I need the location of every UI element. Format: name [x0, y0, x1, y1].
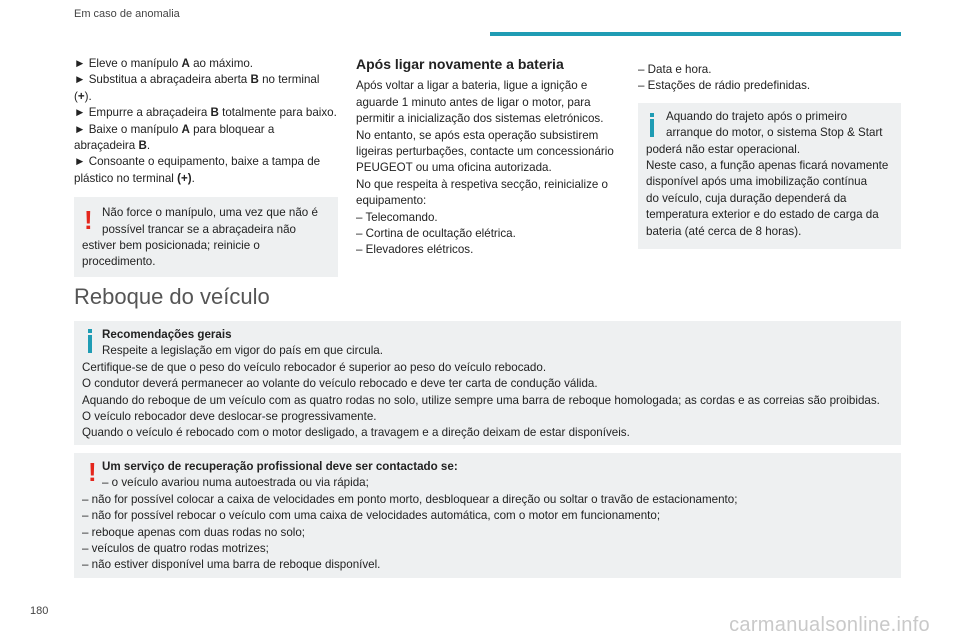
- info-text: disponível após uma imobilização contínua: [646, 175, 868, 189]
- info-title: Recomendações gerais: [102, 328, 232, 341]
- warning-text: possível trancar se a abraçadeira não: [102, 222, 296, 236]
- info-text: Respeite a legislação em vigor do país em que circula.: [102, 344, 383, 358]
- warning-text: – reboque apenas com duas rodas no solo;: [82, 525, 306, 539]
- info-text: Aquando do reboque de um veículo com as quatro rodas no solo, utilize sempre uma barra de reboque homologada; as cordas e as correias são proibidas.: [82, 393, 880, 407]
- info-text: O veículo rebocador deve deslocar-se progressivamente.: [82, 410, 377, 424]
- column-1: [74, 56, 338, 277]
- list-item: – Telecomando.: [356, 210, 438, 224]
- header-accent-bar: [490, 32, 901, 36]
- step-line: ► Substitua a abraçadeira aberta B no terminal: [74, 73, 320, 87]
- column-2: [356, 56, 618, 259]
- list-item: – Elevadores elétricos.: [356, 243, 474, 257]
- towing-heading: Reboque do veículo: [74, 284, 270, 309]
- body-text: equipamento:: [356, 194, 427, 208]
- warning-text: estiver bem posicionada; reinicie o: [82, 239, 260, 253]
- body-text: No entanto, se após esta operação subsistirem: [356, 128, 599, 142]
- list-item: – Data e hora.: [638, 63, 712, 76]
- warning-exclamation-icon: !: [88, 457, 97, 487]
- step-line: abraçadeira B.: [74, 139, 151, 153]
- section-title: Após ligar novamente a bateria: [356, 56, 564, 72]
- warning-text: – não estiver disponível uma barra de reboque disponível.: [82, 558, 381, 572]
- list-item: – Estações de rádio predefinidas.: [638, 79, 811, 93]
- warning-note: [74, 197, 338, 277]
- info-text: do veículo, cuja duração dependerá da: [646, 191, 847, 205]
- info-note: [638, 103, 901, 249]
- warning-text: – não for possível rebocar o veículo com uma caixa de velocidades automática, com o motor em funcionamento;: [82, 509, 661, 523]
- body-text: No que respeita à respetiva secção, reinicialize o: [356, 177, 608, 191]
- towing-warning-note: [74, 453, 901, 578]
- info-icon: [650, 119, 654, 137]
- step-line: ► Baixe o manípulo A para bloquear a: [74, 122, 275, 136]
- warning-exclamation-icon: !: [84, 205, 93, 236]
- info-text: Certifique-se de que o peso do veículo rebocador é superior ao peso do veículo rebocado.: [82, 360, 547, 374]
- info-text: O condutor deverá permanecer ao volante do veículo rebocado e deve ter carta de condução válida.: [82, 377, 598, 391]
- page-number: 180: [30, 605, 49, 617]
- warning-title: Um serviço de recuperação profissional deve ser contactado se:: [102, 460, 458, 473]
- info-text: temperatura exterior e do estado de carga da: [646, 208, 879, 222]
- body-text: aguarde 1 minuto antes de ligar o motor, para: [356, 95, 591, 109]
- body-text: permitir a inicialização dos sistemas eletrónicos.: [356, 112, 604, 126]
- step-line: (+).: [74, 89, 92, 103]
- step-line: ► Consoante o equipamento, baixe a tampa de: [74, 155, 321, 169]
- info-text: poderá não estar operacional.: [646, 142, 801, 156]
- step-line: ► Empurre a abraçadeira B totalmente para baixo.: [74, 106, 337, 120]
- info-text: Quando o veículo é rebocado com o motor desligado, a travagem e a direção deixam de estar disponíveis.: [82, 426, 630, 440]
- warning-text: – veículos de quatro rodas motrizes;: [82, 542, 269, 556]
- info-text: bateria (até cerca de 8 horas).: [646, 224, 802, 238]
- header-section-title: Em caso de anomalia: [74, 8, 180, 20]
- watermark: carmanualsonline.info: [729, 614, 930, 636]
- info-text: arranque do motor, o sistema Stop & Start: [666, 126, 883, 140]
- body-text: Após voltar a ligar a bateria, ligue a ignição e: [356, 79, 588, 93]
- step-line: plástico no terminal (+).: [74, 171, 195, 185]
- body-text: PEUGEOT ou uma oficina autorizada.: [356, 161, 552, 175]
- warning-text: procedimento.: [82, 255, 156, 269]
- warning-text: – não for possível colocar a caixa de velocidades em ponto morto, desbloquear a direção ou soltar o travão de estacionamento;: [82, 492, 738, 506]
- step-line: ► Eleve o manípulo A ao máximo.: [74, 57, 254, 70]
- info-text: Neste caso, a função apenas ficará novamente: [646, 159, 889, 173]
- column-3: [638, 62, 901, 249]
- warning-text: – o veículo avariou numa autoestrada ou via rápida;: [102, 476, 369, 490]
- body-text: ligeiras perturbações, contacte um concessionário: [356, 145, 614, 159]
- warning-text: Não force o manípulo, uma vez que não é: [102, 206, 318, 220]
- towing-info-note: [74, 321, 901, 445]
- list-item: – Cortina de ocultação elétrica.: [356, 227, 516, 241]
- info-text: Aquando do trajeto após o primeiro: [666, 109, 848, 123]
